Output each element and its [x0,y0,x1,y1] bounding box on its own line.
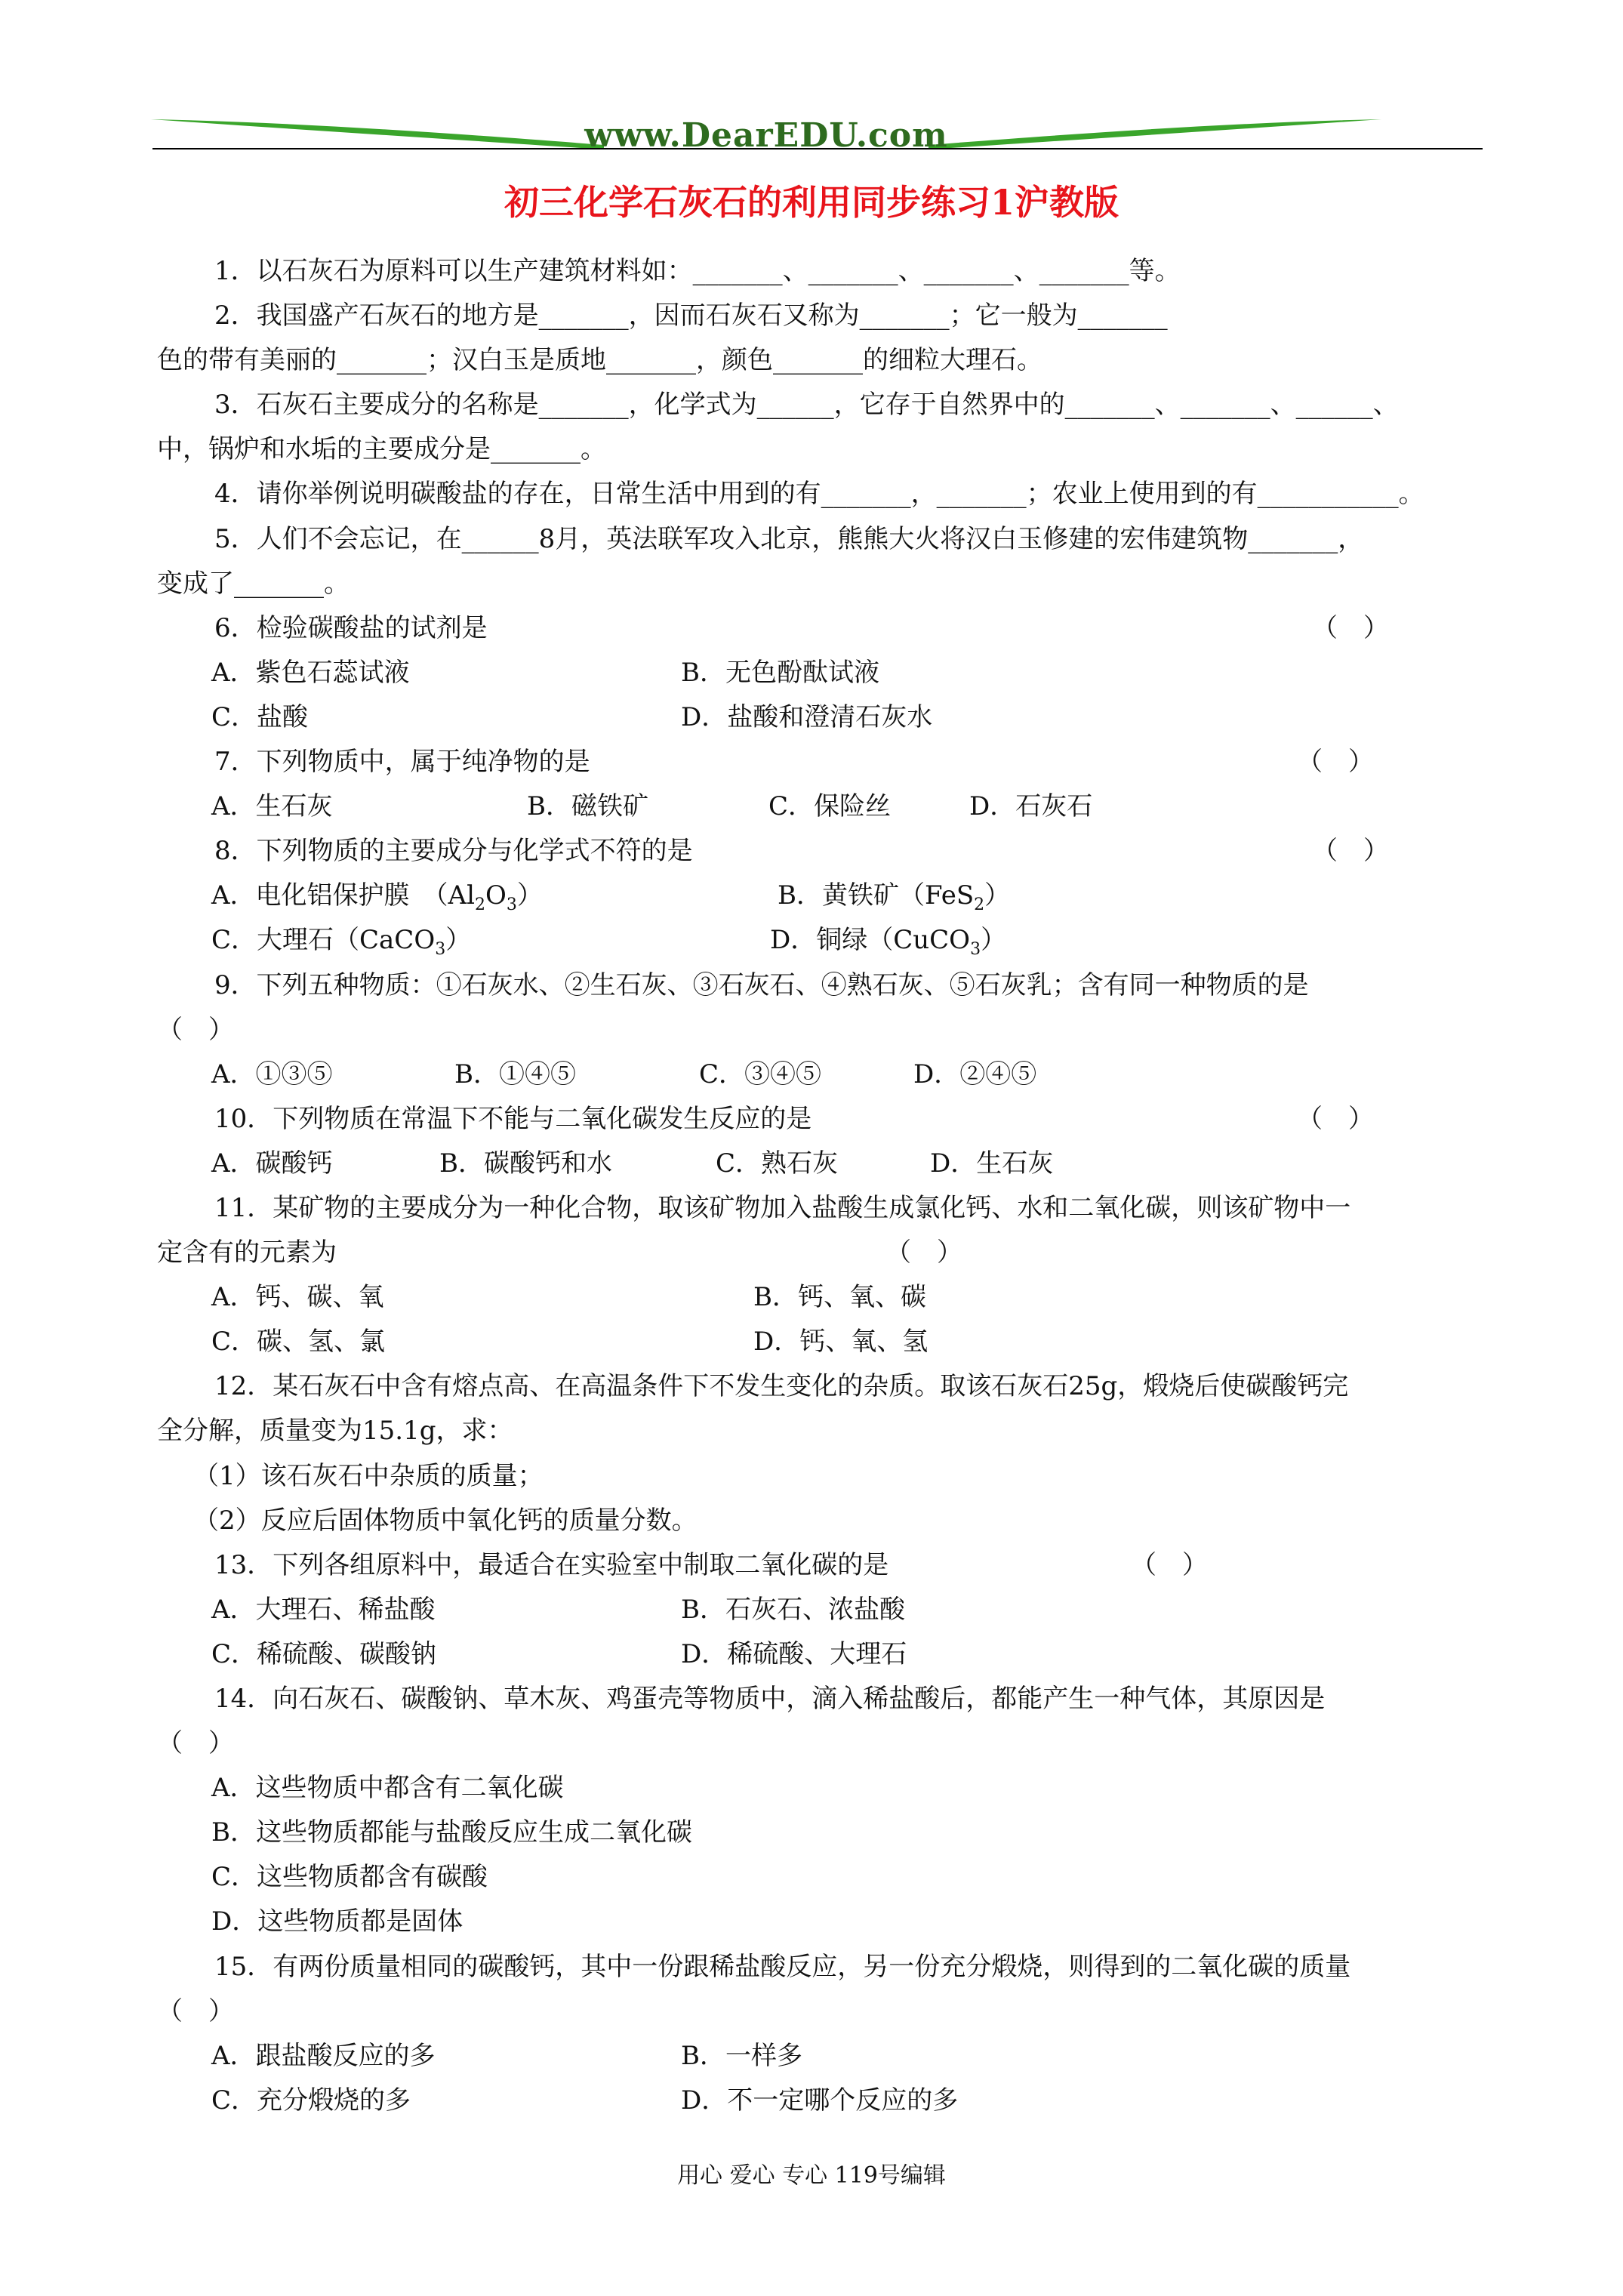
option-row [157,784,1486,829]
answer-parens: （ ） [1312,612,1389,643]
question-stem: 10．下列物质在常温下不能与二氧化碳发生反应的是 [214,1103,812,1134]
option-d: D．稀硫酸、大理石 [681,1638,907,1669]
question-6 [157,606,1486,651]
text-line: 变成了_______。 [157,568,350,599]
option-a: A．碳酸钙 [211,1148,333,1179]
answer-parens: （ ） [157,1728,234,1759]
text-line: 色的带有美丽的_______；汉白玉是质地_______，颜色_______的细粒大理石。 [157,345,1042,376]
option-row [157,2079,1486,2123]
text-line: 5．人们不会忘记，在______8月，英法联军攻入北京，熊熊大火将汉白玉修建的宏伟建筑物_______， [214,523,1364,554]
option-d: D．生石灰 [930,1148,1054,1179]
question-10 [157,1097,1486,1142]
question-13 [157,1543,1486,1588]
option-c: C．盐酸 [211,701,309,732]
option-b: B．碳酸钙和水 [439,1148,612,1179]
question-12-cont: 全分解，质量变为15.1g，求： [157,1416,513,1447]
option-row [157,1320,1486,1364]
option-a: A．电化铝保护膜 $(Al_2O_3)$ [211,880,543,915]
question-11-cont [157,1231,1486,1275]
option-row [157,1052,1486,1097]
option-d: D．不一定哪个反应的多 [681,2085,959,2116]
option-d: D．盐酸和澄清石灰水 [681,701,933,732]
option-row [157,651,1486,695]
answer-parens: （ ） [1131,1549,1208,1580]
option-c: C．熟石灰 [716,1148,839,1179]
option-c: C．碳、氢、氯 [211,1327,386,1358]
logo-text: www.DearEDU.com [584,116,948,155]
question-11: 11．某矿物的主要成分为一种化合物，取该矿物加入盐酸生成氯化钙、水和二氧化碳，则该矿物中一 [214,1192,1351,1223]
option-b: B．一样多 [681,2040,802,2071]
question-8 [157,829,1486,874]
option-row [157,918,1486,963]
answer-parens: （ ） [1312,836,1389,867]
option-a: A．紫色石蕊试液 [211,657,410,688]
option-a: A．①③⑤ [211,1059,333,1089]
option-row [157,874,1486,918]
option-d: D．②④⑤ [913,1059,1037,1089]
header-divider [152,148,1483,149]
option-b: B．石灰石、浓盐酸 [681,1594,905,1625]
option-c: C．保险丝 [768,791,892,822]
question-9: 9．下列五种物质：①石灰水、②生石灰、③石灰石、④熟石灰、⑤石灰乳；含有同一种物质的是 [214,969,1309,1000]
text-line: 1．以石灰石为原料可以生产建筑材料如：_______、_______、_______、_______等。 [214,256,1181,286]
text-line: 2．我国盛产石灰石的地方是_______，因而石灰石又称为_______；它一般为_______ [214,300,1168,331]
option-a: A．跟盐酸反应的多 [211,2040,436,2071]
answer-parens: （ ） [1297,747,1374,778]
text-line: 4．请你举例说明碳酸盐的存在，日常生活中用到的有_______，_______；农业上使用到的有___________。 [214,479,1424,510]
option-b: B．无色酚酞试液 [681,657,879,688]
question-stem: 13．下列各组原料中，最适合在实验室中制取二氧化碳的是 [214,1549,889,1580]
sub-question-1: （1）该石灰石中杂质的质量； [193,1460,544,1491]
option-a: A．钙、碳、氧 [211,1282,384,1313]
question-7 [157,740,1486,784]
option-d: D．这些物质都是固体 [211,1906,463,1937]
option-b: B．钙、氧、碳 [753,1282,926,1313]
question-stem: 6．检验碳酸盐的试剂是 [214,612,488,643]
option-b: B．①④⑤ [454,1059,576,1089]
question-15: 15．有两份质量相同的碳酸钙，其中一份跟稀盐酸反应，另一份充分煅烧，则得到的二氧化碳的质量 [214,1951,1351,1982]
answer-parens: （ ） [157,1014,234,1045]
option-c: C．这些物质都含有碳酸 [211,1862,488,1893]
question-stem: 定含有的元素为 [157,1237,337,1268]
answer-parens: （ ） [157,1996,234,2026]
option-row [157,695,1486,740]
option-row [157,1142,1486,1186]
option-a: A．这些物质中都含有二氧化碳 [211,1773,564,1804]
option-d: D．石灰石 [969,791,1093,822]
option-a: A．生石灰 [211,791,333,822]
option-row [157,1632,1486,1677]
option-c: C．稀硫酸、碳酸钠 [211,1638,437,1669]
option-c: C．③④⑤ [699,1059,822,1089]
option-b: B．磁铁矿 [527,791,648,822]
question-12: 12．某石灰石中含有熔点高、在高温条件下不发生变化的杂质。取该石灰石25g，煅烧后使碳酸钙完 [214,1371,1349,1402]
page-title: 初三化学石灰石的利用同步练习1沪教版 [504,182,1119,223]
option-c: C．充分煅烧的多 [211,2085,411,2116]
option-b: B．黄铁矿（FeS$_2$） [778,880,1011,915]
answer-parens: （ ） [1297,1103,1374,1134]
question-stem: 8．下列物质的主要成分与化学式不符的是 [214,836,693,867]
sub-question-2: （2）反应后固体物质中氧化钙的质量分数。 [193,1505,698,1536]
text-line: 中，锅炉和水垢的主要成分是_______。 [157,434,606,465]
option-c: C．大理石（CaCO$_3$） [211,925,472,960]
page-footer: 用心 爱心 专心 119号编辑 [677,2162,946,2189]
text-line: 3．石灰石主要成分的名称是_______，化学式为______，它存于自然界中的_______、_______、______、 [214,390,1399,421]
answer-parens: （ ） [885,1237,962,1268]
option-row [157,1275,1486,1320]
question-stem: 7．下列物质中，属于纯净物的是 [214,747,590,778]
question-14: 14．向石灰石、碳酸钠、草木灰、鸡蛋壳等物质中，滴入稀盐酸后，都能产生一种气体，其原因是 [214,1684,1326,1714]
option-row [157,1588,1486,1632]
option-b: B．这些物质都能与盐酸反应生成二氧化碳 [211,1817,692,1848]
option-d: D．钙、氧、氢 [753,1327,929,1358]
option-row [157,2034,1486,2079]
option-d: D．铜绿（CuCO$_3$） [770,925,1007,960]
option-a: A．大理石、稀盐酸 [211,1594,436,1625]
document-body [157,249,1486,2123]
